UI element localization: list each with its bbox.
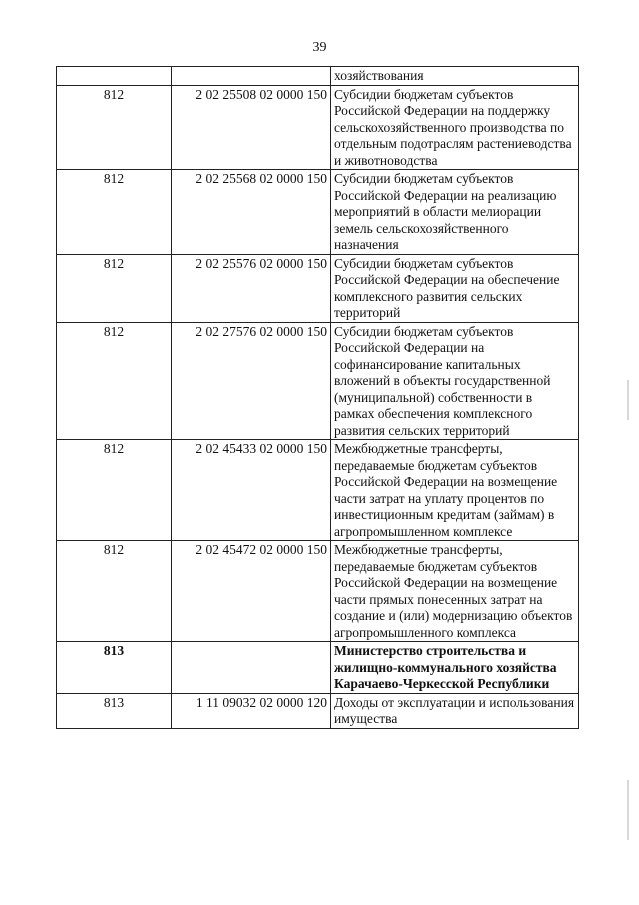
table-row [57, 67, 579, 86]
admin-code-cell: 812 [57, 170, 172, 255]
page-number: 39 [312, 40, 327, 55]
income-name-cell: Субсидии бюджетам субъектов Российской Федерации на поддержку сельскохозяйственного производства по отдельным подотраслям растениеводства и животноводства [331, 85, 579, 170]
admin-code-cell [57, 67, 172, 86]
admin-code-cell: 812 [57, 85, 172, 170]
table-row [57, 440, 579, 541]
income-name-cell: Субсидии бюджетам субъектов Российской Федерации на реализацию мероприятий в области мелиорации земель сельскохозяйственного назначения [331, 170, 579, 255]
admin-code-cell: 812 [57, 541, 172, 642]
budget-code-cell: 2 02 25568 02 0000 150 [172, 170, 331, 255]
income-name-cell: Субсидии бюджетам субъектов Российской Федерации на софинансирование капитальных вложений в объекты государственной (муниципальной) собственности в рамках обеспечения комплексного развития сельских территорий [331, 322, 579, 440]
table-row [57, 170, 579, 255]
scan-margin-line [627, 380, 629, 420]
table-row [57, 322, 579, 440]
admin-code-cell: 813 [57, 642, 172, 694]
budget-code-cell: 2 02 45433 02 0000 150 [172, 440, 331, 541]
scan-margin-line [627, 780, 629, 840]
admin-code-cell: 813 [57, 693, 172, 728]
budget-code-cell: 2 02 25576 02 0000 150 [172, 254, 331, 322]
budget-code-cell: 2 02 25508 02 0000 150 [172, 85, 331, 170]
budget-code-cell: 2 02 27576 02 0000 150 [172, 322, 331, 440]
budget-classification-table [56, 66, 579, 729]
table-row [57, 541, 579, 642]
admin-code-cell: 812 [57, 440, 172, 541]
ministry-name-cell: Министерство строительства и жилищно-коммунального хозяйства Карачаево-Черкесской Республики [331, 642, 579, 694]
admin-code-cell: 812 [57, 254, 172, 322]
income-name-cell: Доходы от эксплуатации и использования имущества [331, 693, 579, 728]
income-name-cell: Межбюджетные трансферты, передаваемые бюджетам субъектов Российской Федерации на возмещение части затрат на уплату процентов по инвестиционным кредитам (займам) в агропромышленном комплексе [331, 440, 579, 541]
table-row-ministry-header [57, 642, 579, 694]
table-row [57, 85, 579, 170]
budget-code-cell: 1 11 09032 02 0000 120 [172, 693, 331, 728]
income-name-cell: Межбюджетные трансферты, передаваемые бюджетам субъектов Российской Федерации на возмещение части прямых понесенных затрат на создание и (или) модернизацию объектов агропромышленного комплекса [331, 541, 579, 642]
table-row [57, 254, 579, 322]
income-name-cell: Субсидии бюджетам субъектов Российской Федерации на обеспечение комплексного развития сельских территорий [331, 254, 579, 322]
table-row [57, 693, 579, 728]
budget-code-cell [172, 642, 331, 694]
income-name-cell: хозяйствования [331, 67, 579, 86]
admin-code-cell: 812 [57, 322, 172, 440]
budget-code-cell: 2 02 45472 02 0000 150 [172, 541, 331, 642]
budget-code-cell [172, 67, 331, 86]
